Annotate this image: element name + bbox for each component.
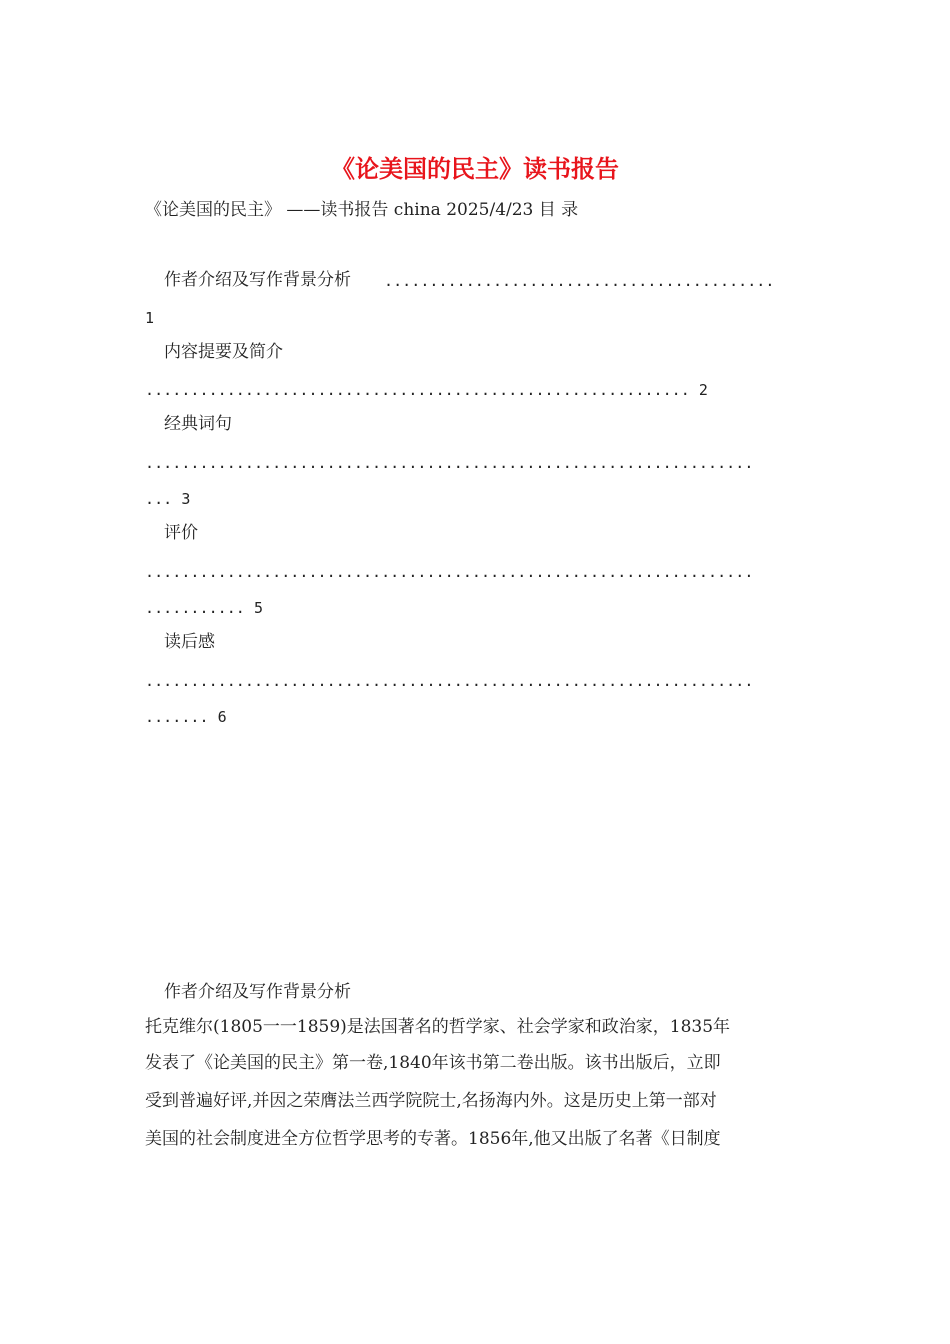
toc-entry-label: 评价 xyxy=(164,523,198,543)
toc-entry-dots: ................................................................... xyxy=(145,672,754,690)
toc-entry-label: 内容提要及简介 xyxy=(164,342,283,362)
paragraph-line: 受到普遍好评,并因之荣膺法兰西学院院士,名扬海内外。这是历史上第一部对 xyxy=(145,1091,717,1111)
paragraph-line: 美国的社会制度进全方位哲学思考的专著。1856年,他又出版了名著《日制度 xyxy=(145,1129,721,1149)
toc-entry-page: 1 xyxy=(145,309,155,327)
toc-entry-label: 作者介绍及写作背景分析 xyxy=(164,270,351,290)
toc-entry-dots: ................................................................... xyxy=(145,454,754,472)
toc-entry-dots: ........................................... xyxy=(384,272,775,290)
document-title: 《论美国的民主》读书报告 xyxy=(331,155,619,183)
paragraph-line: 托克维尔(1805一一1859)是法国著名的哲学家、社会学家和政治家，1835年 xyxy=(145,1017,731,1037)
toc-entry-label: 读后感 xyxy=(164,632,215,652)
paragraph-line: 发表了《论美国的民主》第一卷,1840年该书第二卷出版。该书出版后，立即 xyxy=(145,1053,721,1073)
toc-entry-dots: ................................................................... xyxy=(145,563,754,581)
section-heading: 作者介绍及写作背景分析 xyxy=(164,982,351,1002)
toc-entry-page: ........... 5 xyxy=(145,599,264,617)
toc-entry-page: ....... 6 xyxy=(145,708,227,726)
toc-entry-page: ... 3 xyxy=(145,490,191,508)
subtitle-line: 《论美国的民主》 ——读书报告 china 2025/4/23 目 录 xyxy=(145,200,579,220)
toc-entry-dots: ............................................................ 2 xyxy=(145,381,709,399)
toc-entry-label: 经典词句 xyxy=(164,414,232,434)
